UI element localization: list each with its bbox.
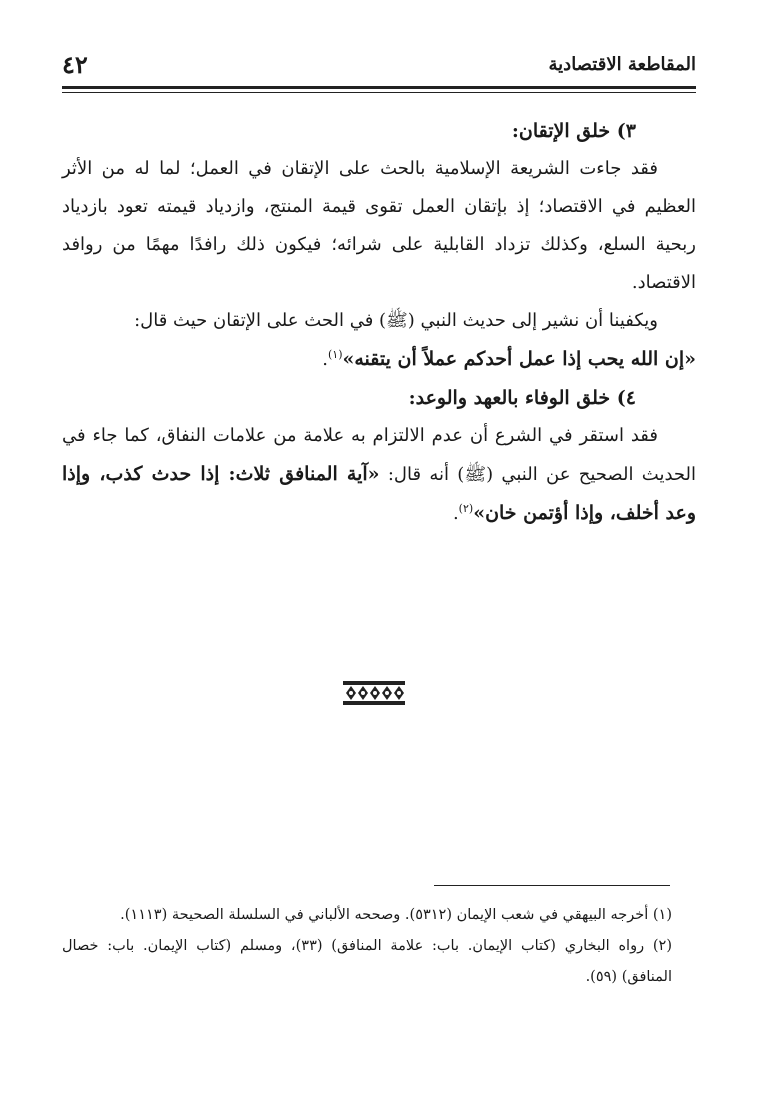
footnote-1: (١) أخرجه البيهقي في شعب الإيمان (٥٣١٢). وصححه الألباني في السلسلة الصحيحة (١١١٣). — [120, 907, 672, 923]
footnote-separator — [434, 885, 670, 886]
hadith-quote-block: «إن الله يحب إذا عمل أحدكم عملاً أن يتقنه»$^{(١)}$. — [322, 348, 696, 370]
paragraph: ويكفينا أن نشير إلى حديث النبي (ﷺ) في الحث على الإتقان حيث قال: — [134, 310, 658, 331]
running-title: المقاطعة الاقتصادية — [548, 53, 696, 75]
running-header — [62, 44, 696, 84]
paragraph-intro: فقد استقر في الشرع أن عدم الالتزام به علامة من علامات النفاق، كما جاء في الحديث الصحيح عن النبي (ﷺ) أنه قال: — [62, 425, 697, 485]
footnotes — [62, 900, 672, 993]
body-text — [62, 112, 696, 533]
section-divider-ornament — [342, 680, 406, 706]
page-number: ٤٢ — [62, 49, 88, 79]
footnote-2: (٢) رواه البخاري (كتاب الإيمان. باب: علامة المنافق) (٣٣)، ومسلم (كتاب الإيمان. باب: خصال المنافق) (٥٩). — [62, 938, 672, 985]
header-rule-thin — [62, 92, 696, 93]
paragraph-with-hadith: فقد استقر في الشرع أن عدم الالتزام به علامة من علامات النفاق، كما جاء في الحديث الصحيح عن النبي (ﷺ) أنه قال: «آية المنافق ثلاث: إذا حدث كذب، وإذا وعد أخلف، وإذا أؤتمن خان»$^{(٢)}$. — [62, 425, 697, 524]
paragraph: فقد جاءت الشريعة الإسلامية بالحث على الإتقان في العمل؛ لما له من الأثر العظيم في الاقتصاد؛ إذ بإتقان العمل تقوى قيمة المنتج، وازدياد قيمته تعود بازدياد ربحية السلع، وكذلك تزداد القابلية على شرائه؛ فيكون ذلك رافدًا مهمًا من روافد الاقتصاد. — [62, 158, 696, 293]
header-rule-thick — [62, 86, 696, 89]
hadith-quote: «آية المنافق ثلاث: إذا حدث كذب، وإذا وعد أخلف، وإذا أؤتمن خان» — [62, 463, 696, 524]
footnote-ref: (٢) — [458, 502, 474, 515]
hadith-quote: «إن الله يحب إذا عمل أحدكم عملاً أن يتقنه» — [342, 348, 696, 370]
section-heading-wafa: ٤) خلق الوفاء بالعهد والوعد: — [408, 387, 636, 409]
footnote-ref: (١) — [327, 348, 343, 361]
section-heading-itqan: ٣) خلق الإتقان: — [511, 120, 636, 142]
